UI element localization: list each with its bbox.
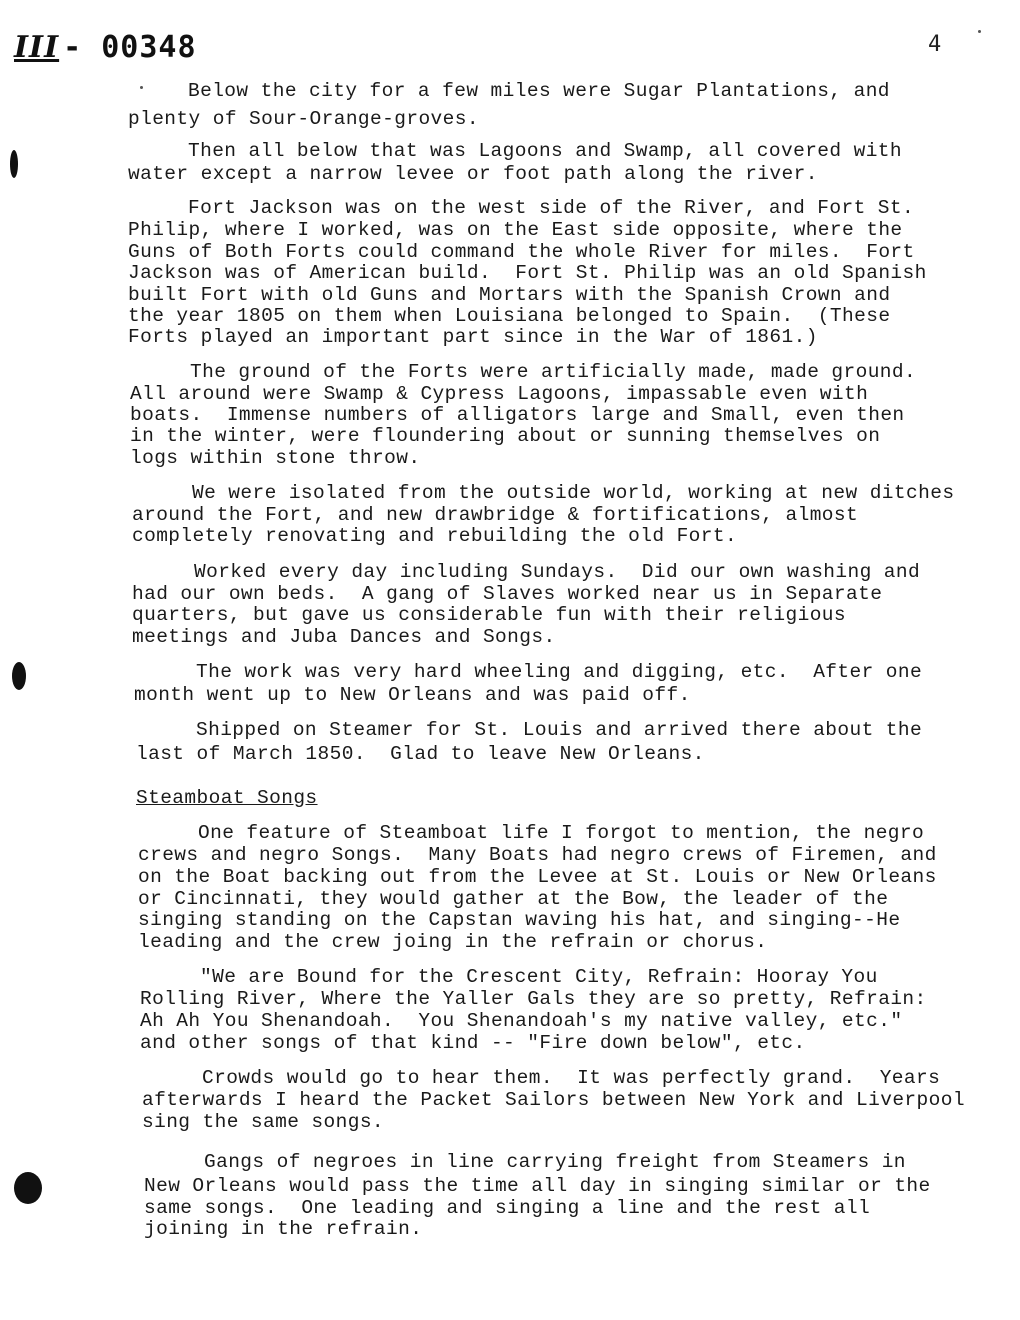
text-line: afterwards I heard the Packet Sailors between New York and Liverpool (142, 1089, 965, 1111)
text-line: on the Boat backing out from the Levee at St. Louis or New Orleans (138, 866, 937, 888)
text-line: Worked every day including Sundays. Did our own washing and (194, 561, 921, 583)
text-line: Gangs of negroes in line carrying freight from Steamers in (204, 1151, 906, 1173)
text-line: the year 1805 on them when Louisiana belonged to Spain. (These (128, 305, 891, 327)
punch-hole-bottom (14, 1172, 42, 1204)
text-line: built Fort with old Guns and Mortars with the Spanish Crown and (128, 284, 891, 306)
speck (140, 86, 143, 89)
document-id-prefix: III (14, 30, 60, 65)
text-line: and other songs of that kind -- "Fire down below", etc. (140, 1032, 806, 1054)
text-line: meetings and Juba Dances and Songs. (132, 626, 556, 648)
punch-hole-middle (12, 662, 26, 690)
text-line: Ah Ah You Shenandoah. You Shenandoah's my native valley, etc." (140, 1010, 903, 1032)
text-line: had our own beds. A gang of Slaves worked near us in Separate (132, 583, 883, 605)
text-line: month went up to New Orleans and was paid off. (134, 684, 691, 706)
text-line: leading and the crew joing in the refrain or chorus. (138, 931, 768, 953)
text-line: last of March 1850. Glad to leave New Orleans. (136, 743, 705, 765)
text-line: The ground of the Forts were artificially made, made ground. (190, 361, 917, 383)
text-line: Philip, where I worked, was on the East side opposite, where the (128, 219, 903, 241)
text-line: Rolling River, Where the Yaller Gals they are so pretty, Refrain: (140, 988, 927, 1010)
text-line: sing the same songs. (142, 1111, 385, 1133)
text-line: Forts played an important part since in the War of 1861.) (128, 326, 818, 348)
page-number: 4 (928, 32, 942, 57)
section-heading: Steamboat Songs (136, 787, 318, 809)
text-line: quarters, but gave us considerable fun with their religious (132, 604, 847, 626)
text-line: Crowds would go to hear them. It was perfectly grand. Years (202, 1067, 941, 1089)
speck (978, 30, 981, 33)
text-line: One feature of Steamboat life I forgot to mention, the negro (198, 822, 925, 844)
text-line: logs within stone throw. (130, 447, 421, 469)
text-line: Guns of Both Forts could command the whole River for miles. Fort (128, 241, 915, 263)
text-line: around the Fort, and new drawbridge & fortifications, almost (132, 504, 859, 526)
text-line: New Orleans would pass the time all day in singing similar or the (144, 1175, 931, 1197)
text-line: All around were Swamp & Cypress Lagoons, impassable even with (130, 383, 869, 405)
text-line: joining in the refrain. (144, 1218, 423, 1240)
punch-hole-top (10, 150, 18, 178)
text-line: plenty of Sour-Orange-groves. (128, 108, 479, 130)
document-id (14, 30, 197, 65)
text-line: Below the city for a few miles were Sugar Plantations, and (188, 80, 890, 102)
text-line: completely renovating and rebuilding the old Fort. (132, 525, 738, 547)
text-line: or Cincinnati, they would gather at the Bow, the leader of the (138, 888, 889, 910)
text-line: We were isolated from the outside world, working at new ditches (192, 482, 955, 504)
text-line: The work was very hard wheeling and digging, etc. After one (196, 661, 923, 683)
text-line: "We are Bound for the Crescent City, Refrain: Hooray You (200, 966, 878, 988)
text-line: singing standing on the Capstan waving his hat, and singing--He (138, 909, 901, 931)
text-line: in the winter, were floundering about or sunning themselves on (130, 425, 881, 447)
text-line: Jackson was of American build. Fort St. Philip was an old Spanish (128, 262, 927, 284)
text-line: water except a narrow levee or foot path along the river. (128, 163, 818, 185)
text-line: Fort Jackson was on the west side of the River, and Fort St. (188, 197, 915, 219)
text-line: crews and negro Songs. Many Boats had negro crews of Firemen, and (138, 844, 937, 866)
document-id-number: - 00348 (63, 30, 197, 65)
text-line: same songs. One leading and singing a line and the rest all (144, 1197, 871, 1219)
text-line: boats. Immense numbers of alligators large and Small, even then (130, 404, 905, 426)
text-line: Then all below that was Lagoons and Swamp, all covered with (188, 140, 903, 162)
text-line: Shipped on Steamer for St. Louis and arrived there about the (196, 719, 923, 741)
